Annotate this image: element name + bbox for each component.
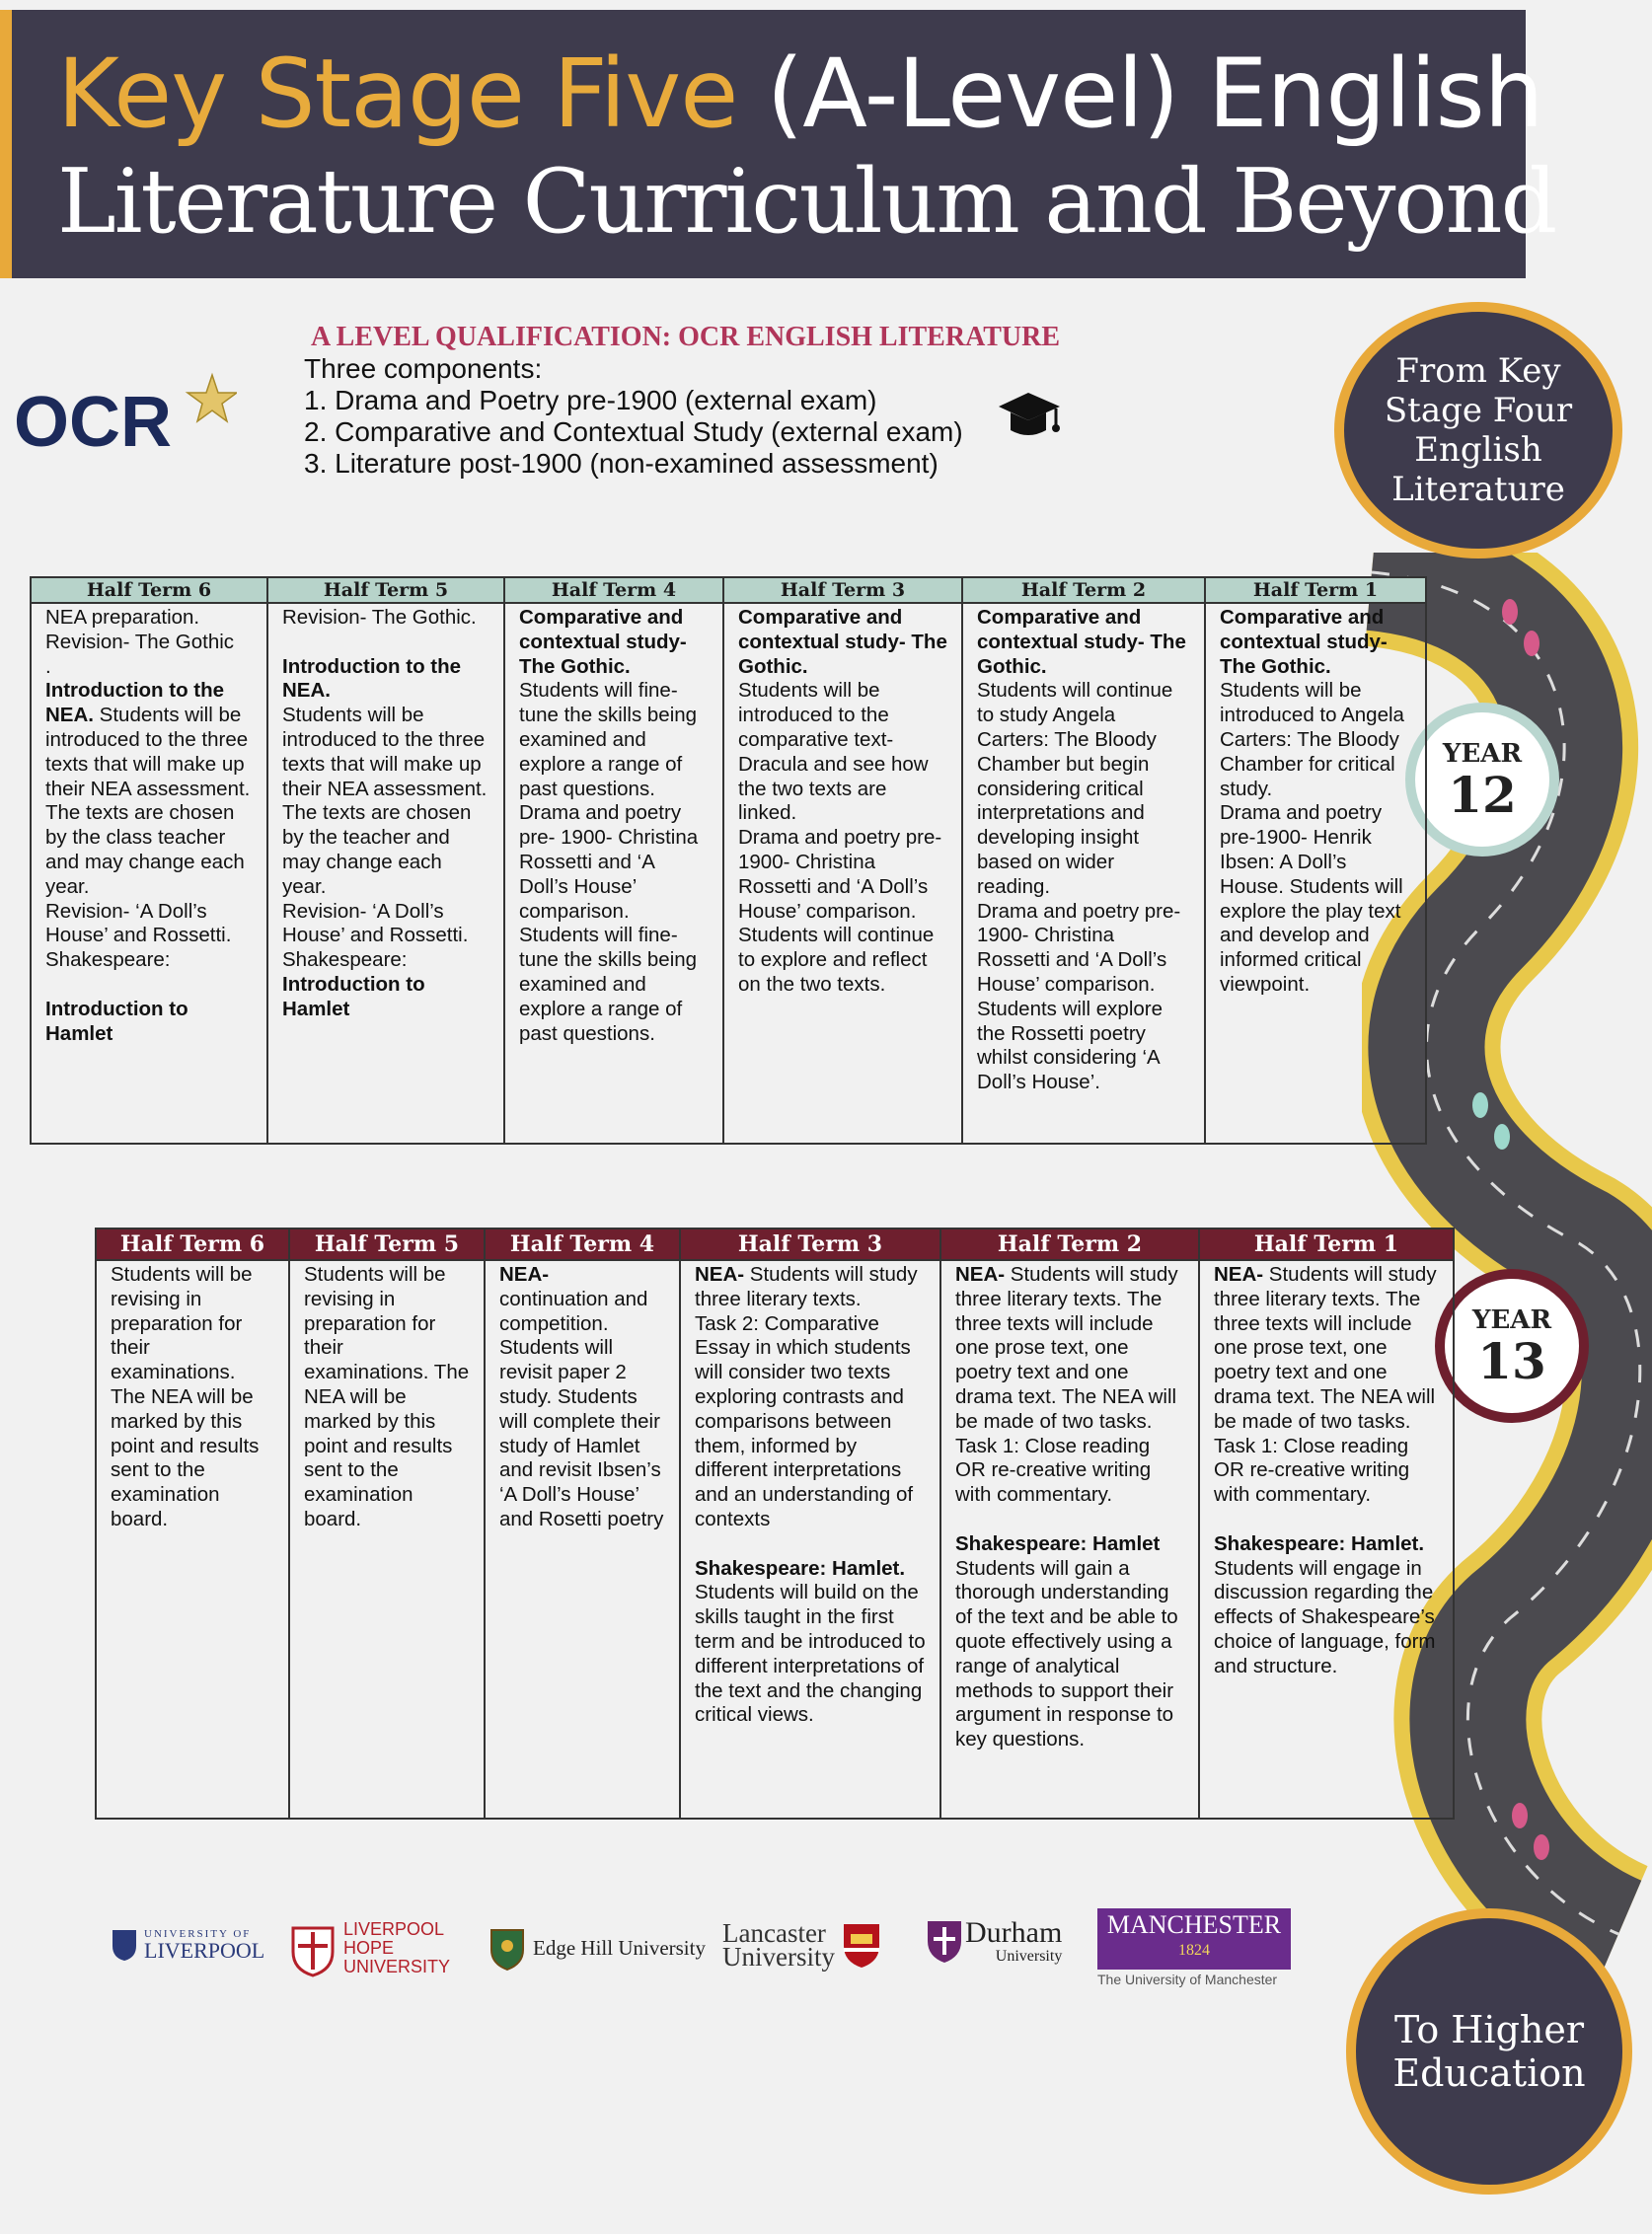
edge-hill-logo bbox=[488, 1924, 706, 1972]
star-icon bbox=[188, 375, 237, 421]
crest-icon bbox=[288, 1918, 338, 1977]
start-circle: From Key Stage Four English Literature bbox=[1334, 302, 1622, 558]
cell-paragraph bbox=[282, 631, 489, 655]
cell-paragraph bbox=[282, 655, 489, 705]
edgehill-name: Edge Hill University bbox=[533, 1935, 706, 1960]
cell-paragraph bbox=[695, 1312, 926, 1532]
cell-text: Students will study three literary texts. bbox=[695, 1263, 918, 1310]
cell-text: Revision- The Gothic. bbox=[282, 606, 477, 629]
column-header: Half Term 3 bbox=[680, 1229, 940, 1260]
table-cell bbox=[1205, 603, 1426, 1144]
lancaster-line-1: Lancaster bbox=[722, 1918, 826, 1948]
cell-text bbox=[695, 1532, 701, 1555]
cell-bold-text: Comparative and contextual study- The Gothic. bbox=[738, 606, 947, 678]
manchester-name: MANCHESTER bbox=[1106, 1910, 1282, 1939]
cell-bold-text: NEA- bbox=[695, 1263, 745, 1286]
ocr-logo bbox=[10, 367, 237, 466]
cell-text: Drama and poetry pre- 1900- Christina Rossetti and ‘A Doll’s House’ comparison. bbox=[519, 801, 699, 923]
cell-text: Students will study three literary texts. The three texts will include one prose text, one poetry text and one drama text. The NEA will be made of two tasks. Task 1: Close reading OR re-creative writing with commentary. bbox=[1214, 1263, 1437, 1507]
cell-bold-text: Introduction to Hamlet bbox=[282, 972, 425, 1020]
cell-paragraph bbox=[977, 679, 1190, 899]
hope-line-1: LIVERPOOL bbox=[343, 1918, 445, 1939]
cell-paragraph bbox=[1220, 801, 1411, 997]
liverpool-top: UNIVERSITY OF bbox=[144, 1928, 252, 1940]
cell-text: Students will be introduced to the three texts that will make up their NEA assessment. The texts are chosen by the teacher and may change each year. bbox=[282, 704, 488, 898]
cell-bold-text: Comparative and contextual study- The Gothic. bbox=[519, 606, 687, 678]
cell-text: Students will engage in discussion regarding the effects of Shakespeare’s choice of language, form and structure. bbox=[1214, 1556, 1436, 1677]
manchester-year: 1824 bbox=[1178, 1942, 1210, 1959]
column-header: Half Term 1 bbox=[1199, 1229, 1454, 1260]
table-cell bbox=[940, 1260, 1199, 1819]
cell-text: Drama and poetry pre- 1900- Christina Rossetti and ‘A Doll’s House’ comparison. Students will explore the Rossetti poetry whilst considering ‘A Doll’s House’. bbox=[977, 899, 1181, 1094]
year-label: YEAR bbox=[1442, 739, 1523, 769]
table-cell bbox=[31, 603, 267, 1144]
lancaster-logo bbox=[722, 1920, 882, 1970]
column-header: Half Term 5 bbox=[289, 1229, 485, 1260]
cell-bold-text: NEA- bbox=[499, 1263, 550, 1286]
cell-paragraph bbox=[695, 1581, 926, 1728]
year-12-table bbox=[30, 576, 1427, 1145]
column-header: Half Term 2 bbox=[962, 577, 1205, 603]
table-cell bbox=[485, 1260, 680, 1819]
cell-text: Drama and poetry pre- 1900- Christina Rossetti and ‘A Doll’s House’ comparison. Students will continue to explore and reflect on the two texts. bbox=[738, 826, 942, 996]
cell-paragraph bbox=[695, 1557, 926, 1582]
qualification-components bbox=[304, 353, 963, 480]
durham-logo bbox=[926, 1918, 1062, 1966]
cell-text: Task 2: Comparative Essay in which students will consider two texts exploring contrasts and comparisons between them, informed by different interpretations and an understanding of contexts bbox=[695, 1311, 914, 1530]
cell-paragraph bbox=[955, 1263, 1184, 1508]
table-row bbox=[96, 1260, 1454, 1819]
manchester-sub: The University of Manchester bbox=[1097, 1972, 1278, 1987]
cell-paragraph bbox=[45, 606, 253, 631]
table-cell bbox=[504, 603, 723, 1144]
cell-bold-text: Shakespeare: Hamlet bbox=[955, 1531, 1161, 1555]
cell-paragraph bbox=[499, 1263, 665, 1288]
cell-paragraph bbox=[111, 1263, 274, 1532]
column-header: Half Term 4 bbox=[504, 577, 723, 603]
column-header: Half Term 6 bbox=[96, 1229, 289, 1260]
shield-icon bbox=[111, 1928, 138, 1962]
cell-paragraph bbox=[282, 973, 489, 1022]
durham-sub: University bbox=[995, 1948, 1063, 1965]
liverpool-name: LIVERPOOL bbox=[144, 1938, 265, 1963]
durham-name: Durham bbox=[965, 1916, 1063, 1949]
cell-paragraph bbox=[282, 948, 489, 973]
cell-paragraph bbox=[45, 998, 253, 1047]
cell-text: NEA preparation. bbox=[45, 606, 200, 629]
table-row bbox=[31, 603, 1426, 1144]
cell-paragraph bbox=[1220, 606, 1411, 679]
university-of-liverpool-logo bbox=[111, 1928, 264, 1962]
cell-text: Students will continue to study Angela Carters: The Bloody Chamber but begin considering critical interpretations and developing insight based on wider reading. bbox=[977, 679, 1173, 898]
cell-paragraph bbox=[519, 801, 709, 924]
cell-paragraph bbox=[45, 655, 253, 680]
end-circle: To Higher Education bbox=[1346, 1908, 1632, 2195]
cell-text: Students will be introduced to Angela Carters: The Bloody Chamber for critical study. bbox=[1220, 679, 1404, 800]
year-number: 12 bbox=[1448, 766, 1517, 824]
cell-paragraph bbox=[1220, 679, 1411, 801]
cell-paragraph bbox=[955, 1557, 1184, 1752]
cell-text: Students will gain a thorough understanding of the text and be able to quote effectively using a range of analytical methods to support their argument in response to key questions. bbox=[955, 1556, 1178, 1751]
table-header-row bbox=[31, 577, 1426, 603]
shield-icon bbox=[926, 1919, 963, 1965]
cell-text bbox=[955, 1508, 961, 1530]
table-header-row bbox=[96, 1229, 1454, 1260]
year-12-badge bbox=[1405, 703, 1559, 856]
cell-text bbox=[45, 973, 51, 996]
cell-text: . bbox=[45, 654, 51, 678]
cell-paragraph bbox=[738, 826, 947, 998]
cell-paragraph bbox=[282, 704, 489, 899]
cell-paragraph bbox=[519, 606, 709, 679]
title-banner bbox=[0, 10, 1556, 278]
cell-text: Students will be revising in preparation for their examinations. The NEA will be marked by this point and results sent to the examination board. bbox=[111, 1263, 260, 1530]
cell-paragraph bbox=[519, 679, 709, 801]
table-cell bbox=[1199, 1260, 1454, 1819]
title-line-2: Literature Curriculum and Beyond bbox=[57, 150, 1556, 254]
cell-text: Students will fine-tune the skills being examined and explore a range of past questions. bbox=[519, 924, 698, 1045]
cell-text: continuation and competition. Students will revisit paper 2 study. Students will complete their study of Hamlet and revisit Ibsen’s ‘A Doll’s House’ and Rosetti poetry bbox=[499, 1287, 664, 1530]
column-header: Half Term 4 bbox=[485, 1229, 680, 1260]
hope-line-3: UNIVERSITY bbox=[343, 1956, 451, 1976]
cell-paragraph bbox=[1214, 1557, 1439, 1679]
cell-bold-text: NEA- bbox=[1214, 1263, 1264, 1286]
year-label: YEAR bbox=[1471, 1305, 1552, 1335]
table-cell bbox=[723, 603, 962, 1144]
component-item: 2. Comparative and Contextual Study (external exam) bbox=[304, 416, 963, 447]
cell-bold-text: Shakespeare: Hamlet. bbox=[695, 1556, 906, 1580]
cell-paragraph bbox=[1214, 1532, 1439, 1557]
cell-paragraph bbox=[695, 1532, 926, 1557]
graduation-cap-icon bbox=[995, 381, 1062, 448]
title-rest: (A-Level) English bbox=[737, 38, 1543, 149]
cell-paragraph bbox=[45, 973, 253, 998]
crest-icon bbox=[488, 1924, 527, 1972]
cell-text: Shakespeare: bbox=[45, 948, 171, 972]
cell-text: Revision- ‘A Doll’s House’ and Rossetti. bbox=[282, 899, 469, 947]
cell-text: Students will study three literary texts. The three texts will include one prose text, one poetry text and one drama text. The NEA will be made of two tasks. Task 1: Close reading OR re-creative writing with commentary. bbox=[955, 1263, 1178, 1507]
column-header: Half Term 2 bbox=[940, 1229, 1199, 1260]
year-13-table bbox=[95, 1228, 1455, 1820]
ocr-logo-text: OCR bbox=[14, 383, 172, 462]
cell-bold-text: Shakespeare: Hamlet. bbox=[1214, 1531, 1425, 1555]
column-header: Half Term 1 bbox=[1205, 577, 1426, 603]
cell-paragraph bbox=[282, 606, 489, 631]
title-line-1 bbox=[57, 39, 1542, 148]
cell-paragraph bbox=[519, 924, 709, 1046]
cell-text: Students will be revising in preparation for their examinations. The NEA will be marked by this point and results sent to the examination board. bbox=[304, 1263, 470, 1530]
cell-paragraph bbox=[45, 631, 253, 655]
cell-text: Drama and poetry pre-1900- Henrik Ibsen: A Doll’s House. Students will explore the play text and develop and informed critical viewpoint. bbox=[1220, 801, 1403, 996]
cell-paragraph bbox=[45, 679, 253, 899]
cell-bold-text: Comparative and contextual study- The Gothic. bbox=[1220, 606, 1388, 678]
component-item: 1. Drama and Poetry pre-1900 (external exam) bbox=[304, 385, 877, 415]
cell-text: Shakespeare: bbox=[282, 948, 408, 972]
hope-line-2: HOPE bbox=[343, 1937, 395, 1958]
cell-text: Students will be introduced to the comparative text- Dracula and see how the two texts are linked. bbox=[738, 679, 929, 825]
component-item: 3. Literature post-1900 (non-examined assessment) bbox=[304, 448, 939, 479]
cell-paragraph bbox=[1214, 1508, 1439, 1532]
table-cell bbox=[680, 1260, 940, 1819]
cell-text: Revision- The Gothic bbox=[45, 630, 235, 653]
cell-text: Students will fine-tune the skills being examined and explore a range of past questions. bbox=[519, 679, 698, 800]
lancaster-line-2: University bbox=[722, 1942, 835, 1972]
cell-bold-text: Comparative and contextual study- The Gothic. bbox=[977, 606, 1186, 678]
cell-paragraph bbox=[45, 948, 253, 973]
cell-paragraph bbox=[955, 1508, 1184, 1532]
table-cell bbox=[289, 1260, 485, 1819]
cell-paragraph bbox=[955, 1532, 1184, 1557]
cell-text bbox=[282, 631, 288, 653]
cell-paragraph bbox=[1214, 1263, 1439, 1508]
table-cell bbox=[267, 603, 504, 1144]
manchester-logo bbox=[1097, 1908, 1291, 1987]
cell-paragraph bbox=[977, 606, 1190, 679]
cell-bold-text: Introduction to the NEA. bbox=[282, 654, 462, 703]
cell-paragraph bbox=[738, 679, 947, 826]
year-number: 13 bbox=[1477, 1332, 1546, 1390]
cell-paragraph bbox=[977, 900, 1190, 1095]
table-cell bbox=[962, 603, 1205, 1144]
components-intro: Three components: bbox=[304, 353, 543, 384]
title-highlight: Key Stage Five bbox=[57, 38, 738, 149]
column-header: Half Term 3 bbox=[723, 577, 962, 603]
cell-paragraph bbox=[45, 900, 253, 949]
cell-paragraph bbox=[304, 1263, 470, 1532]
cell-text: Students will be introduced to the three texts that will make up their NEA assessment. The texts are chosen by the class teacher and may change each year. bbox=[45, 704, 251, 898]
cell-text: Revision- ‘A Doll’s House’ and Rossetti. bbox=[45, 899, 232, 947]
cell-paragraph bbox=[695, 1263, 926, 1312]
cell-text bbox=[1214, 1508, 1220, 1530]
column-header: Half Term 5 bbox=[267, 577, 504, 603]
cell-paragraph bbox=[282, 900, 489, 949]
year-13-badge bbox=[1435, 1269, 1589, 1423]
cell-text: Students will build on the skills taught in the first term and be introduced to different interpretations of the text and the changing critical views. bbox=[695, 1581, 926, 1727]
qualification-heading: A LEVEL QUALIFICATION: OCR ENGLISH LITERATURE bbox=[311, 322, 1061, 352]
column-header: Half Term 6 bbox=[31, 577, 267, 603]
cell-paragraph bbox=[738, 606, 947, 679]
table-cell bbox=[96, 1260, 289, 1819]
liverpool-hope-logo bbox=[288, 1918, 450, 1977]
cell-bold-text: Introduction to Hamlet bbox=[45, 997, 188, 1045]
crest-icon bbox=[841, 1920, 882, 1970]
cell-paragraph bbox=[499, 1288, 665, 1532]
cell-bold-text: Introduction to the NEA. bbox=[45, 679, 225, 727]
cell-bold-text: NEA- bbox=[955, 1263, 1006, 1286]
